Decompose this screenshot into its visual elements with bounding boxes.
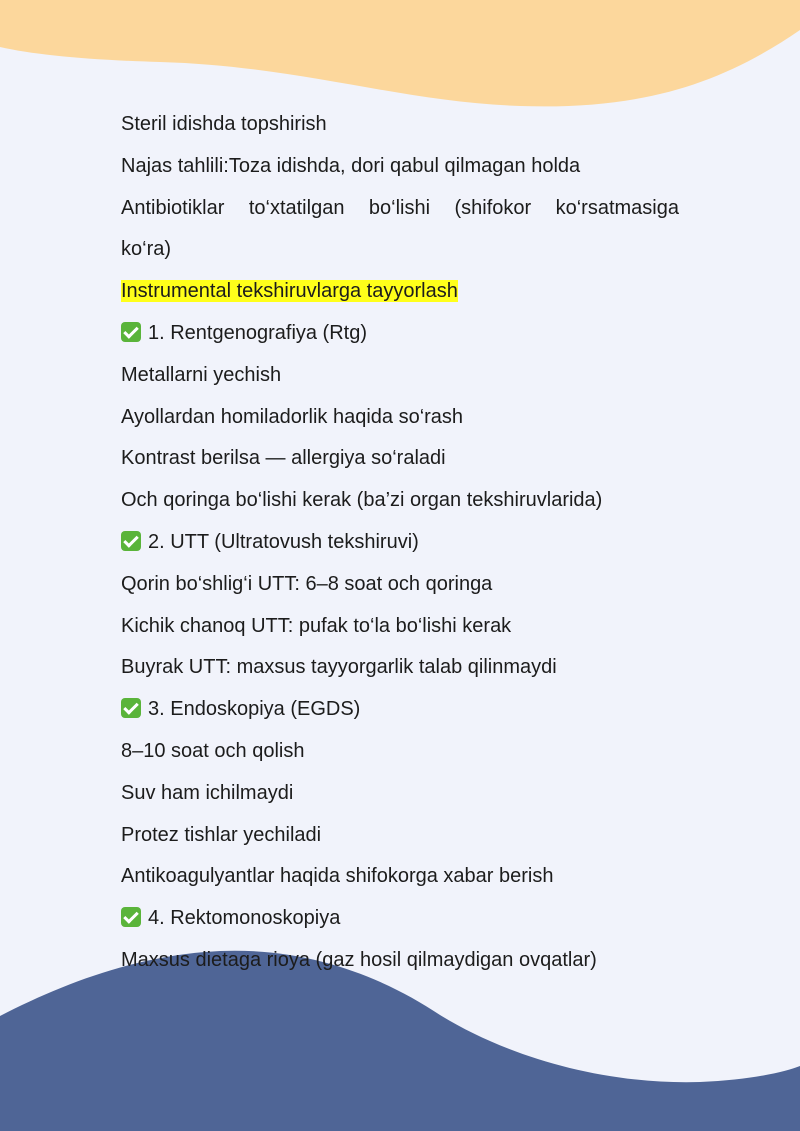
- subsection-title: 2. UTT (Ultratovush tekshiruvi): [148, 530, 419, 553]
- text-line: Steril idishda topshirish: [121, 113, 327, 135]
- text-line: Buyrak UTT: maxsus tayyorgarlik talab qilinmaydi: [121, 656, 557, 679]
- subsection-heading: [121, 689, 679, 731]
- text-line: ko‘ra): [121, 238, 172, 261]
- text-line: Antibiotiklar to‘xtatilgan bo‘lishi (shifokor ko‘rsatmasiga: [121, 196, 679, 219]
- text-line: Och qoringa bo‘lishi kerak (ba’zi organ tekshiruvlarida): [121, 489, 603, 512]
- subsection-title: 4. Rektomonoskopiya: [148, 907, 341, 930]
- text-line: Suv ham ichilmaydi: [121, 781, 294, 804]
- subsection-heading: [121, 313, 679, 355]
- section-heading: [121, 271, 679, 313]
- text-line: Ayollardan homiladorlik haqida so‘rash: [121, 405, 464, 428]
- check-mark-icon: [121, 322, 141, 342]
- subsection-heading: [121, 898, 679, 940]
- text-line: Antikoagulyantlar haqida shifokorga xabar berish: [121, 865, 554, 888]
- highlighted-heading-text: Instrumental tekshiruvlarga tayyorlash: [121, 280, 458, 303]
- check-mark-icon: [121, 531, 141, 551]
- text-line: Najas tahlili:Toza idishda, dori qabul qilmagan holda: [121, 154, 581, 177]
- text-line: Maxsus dietaga rioya (gaz hosil qilmaydigan ovqatlar): [121, 948, 597, 971]
- text-line: Metallarni yechish: [121, 363, 282, 386]
- subsection-title: 3. Endoskopiya (EGDS): [148, 698, 361, 721]
- document-body: [121, 104, 679, 982]
- subsection-title: 1. Rentgenografiya (Rtg): [148, 321, 368, 344]
- text-line: Protez tishlar yechiladi: [121, 823, 322, 846]
- top-wave-shape: [0, 0, 800, 106]
- check-mark-icon: [121, 907, 141, 927]
- text-line: Kontrast berilsa — allergiya so‘raladi: [121, 447, 446, 470]
- subsection-heading: [121, 522, 679, 564]
- text-line: Qorin bo‘shlig‘i UTT: 6–8 soat och qoringa: [121, 572, 493, 595]
- text-line: 8–10 soat och qolish: [121, 739, 305, 762]
- check-mark-icon: [121, 698, 141, 718]
- text-line: Kichik chanoq UTT: pufak to‘la bo‘lishi kerak: [121, 614, 512, 637]
